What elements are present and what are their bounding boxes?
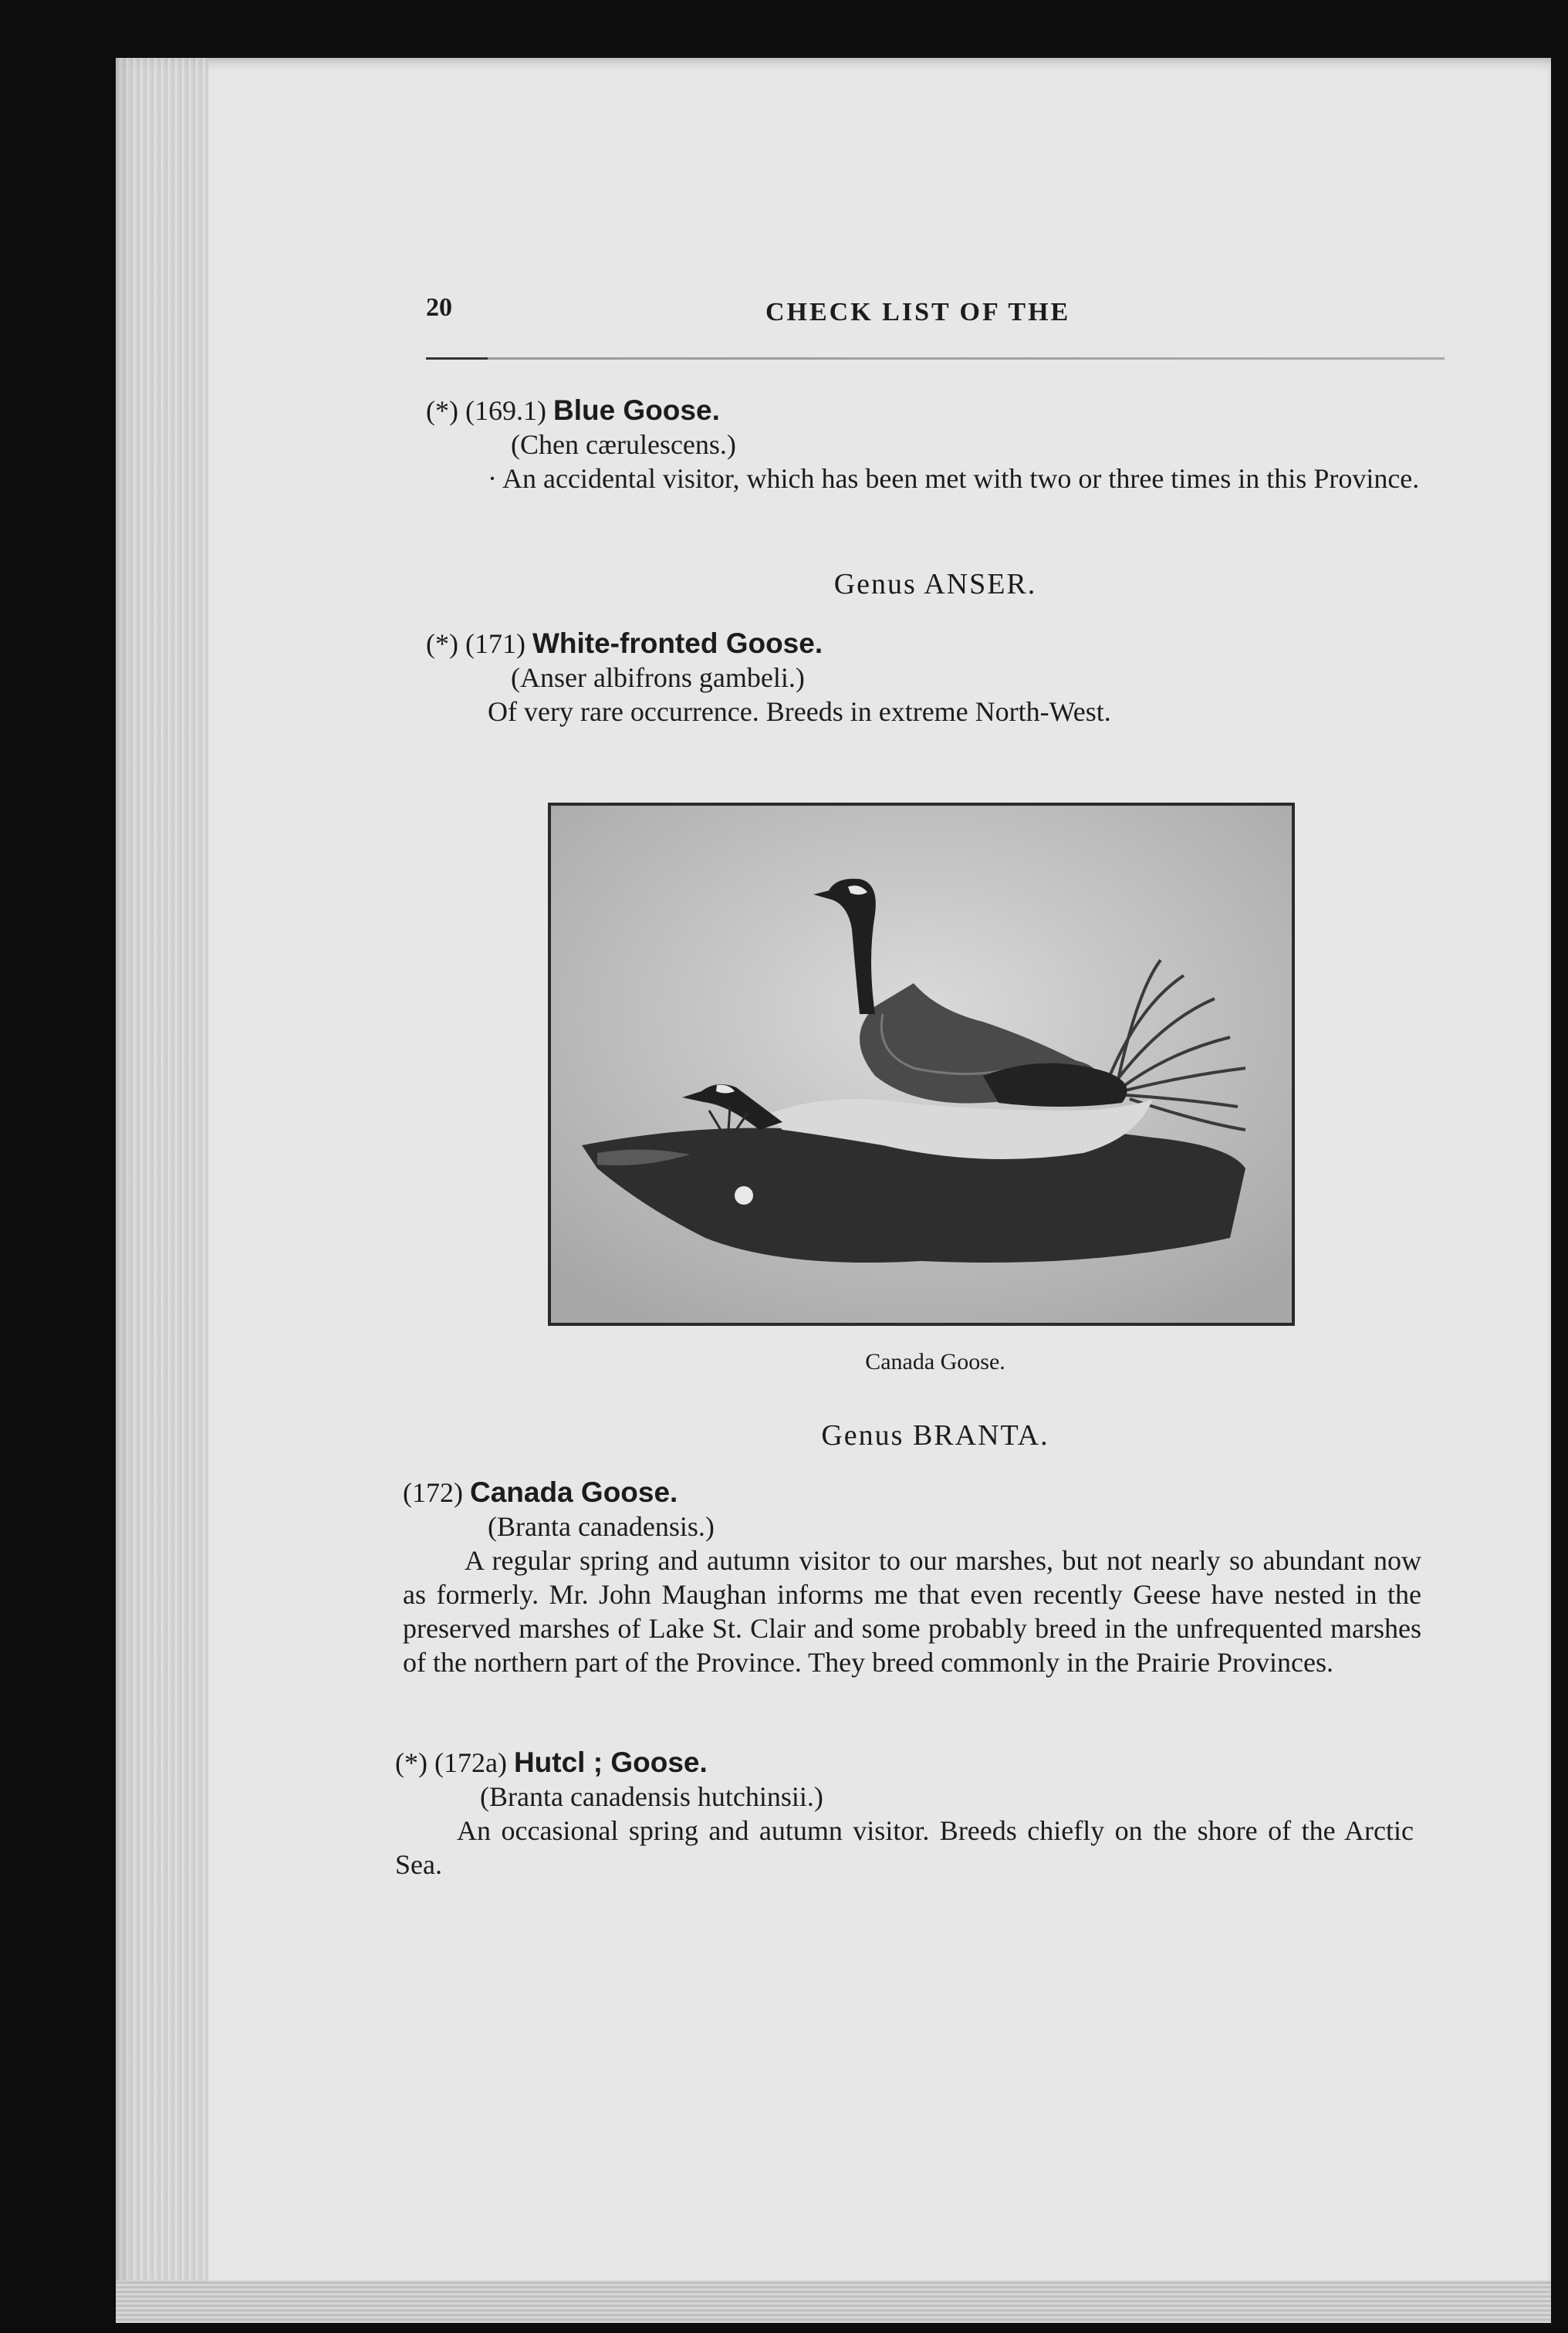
entry-hutchins-goose	[395, 1746, 1414, 1882]
entry-name: Canada Goose.	[469, 1476, 678, 1508]
canada-goose-illustration	[551, 806, 1292, 1323]
page-bottom-edges	[116, 2281, 1551, 2323]
entry-description: An occasional spring and autumn visitor. Breeds chiefly on the shore of the Arctic Sea.	[395, 1815, 1414, 1880]
entry-scientific-name: (Branta canadensis.)	[488, 1511, 715, 1542]
header-rule	[426, 357, 1445, 360]
genus-heading-anser: Genus ANSER.	[833, 568, 1037, 600]
illustration-plate	[548, 803, 1295, 1326]
entry-blue-goose	[426, 394, 1445, 495]
plate-caption: Canada Goose.	[865, 1349, 1005, 1374]
entry-marker: (*)	[395, 1747, 427, 1778]
entry-number: (169.1)	[465, 395, 546, 426]
entry-description: A regular spring and autumn visitor to our marshes, but not nearly so abundant now as formerly. Mr. John Maughan informs me that even recently Geese have nested in the preserved marshes of Lake St. Clair and some probably breed in the unfrequented marshes of the northern part of the Province. They breed commonly in the Prairie Provinces.	[403, 1545, 1421, 1678]
page-edge-stack	[116, 58, 208, 2323]
entry-marker: (*)	[426, 395, 458, 426]
page-header	[426, 293, 1445, 340]
entry-description: Of very rare occurrence. Breeds in extreme North-West.	[488, 696, 1111, 727]
genus-heading-branta: Genus BRANTA.	[821, 1419, 1049, 1452]
entry-heading	[426, 394, 1445, 428]
entry-heading	[403, 1476, 1421, 1510]
running-head: CHECK LIST OF THE	[765, 298, 1071, 326]
entry-number: (172)	[403, 1477, 463, 1508]
entry-white-fronted-goose	[426, 627, 1445, 729]
entry-heading	[426, 627, 1445, 661]
entry-scientific-name: (Chen cærulescens.)	[511, 429, 736, 460]
entry-scientific-name: (Branta canadensis hutchinsii.)	[480, 1781, 823, 1812]
entry-marker: (*)	[426, 628, 458, 659]
entry-description: · An accidental visitor, which has been met with two or three times in this Province.	[488, 463, 1420, 494]
entry-number: (171)	[465, 628, 525, 659]
entry-canada-goose	[403, 1476, 1421, 1679]
entry-name: Hutcl ; Goose.	[513, 1746, 708, 1778]
entry-name: White-fronted Goose.	[532, 627, 823, 659]
entry-scientific-name: (Anser albifrons gambeli.)	[511, 662, 805, 693]
page-number: 20	[426, 293, 452, 322]
entry-heading	[395, 1746, 1414, 1780]
entry-number: (172a)	[434, 1747, 507, 1778]
entry-name: Blue Goose.	[553, 394, 720, 426]
